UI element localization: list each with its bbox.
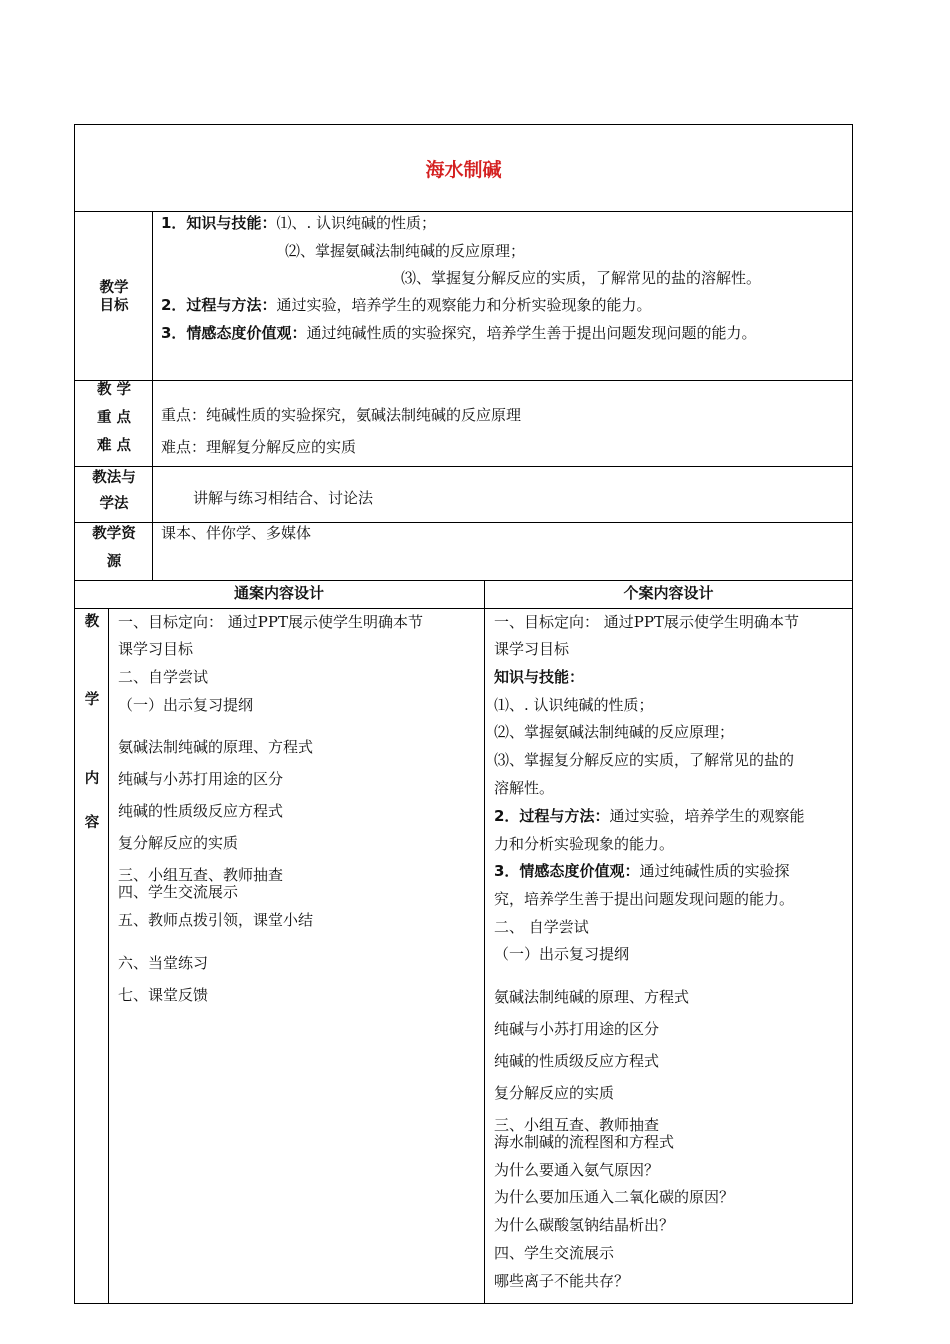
common-line-1: 一、目标定向： 通过PPT展示使学生明确本节 [118, 613, 423, 631]
keypoints-label-1: 教 学 [96, 382, 132, 398]
rule-label-column [152, 211, 153, 580]
common-design-header: 通案内容设计 [233, 584, 324, 602]
side-label-char-2: 学 [84, 692, 100, 708]
individual-line-16: 纯碱的性质级反应方程式 [494, 1052, 660, 1070]
common-line-10: 四、学生交流展示 [118, 883, 239, 901]
common-line-4: （一）出示复习提纲 [118, 696, 254, 714]
individual-line-6: ⑶、掌握复分解反应的实质，了解常见的盐的 [494, 751, 795, 769]
goals-line-5 [161, 323, 756, 343]
individual-line-7: 溶解性。 [494, 779, 555, 797]
rule-headers [74, 608, 853, 609]
rule-resources [74, 580, 853, 581]
side-label-char-3: 内 [84, 771, 100, 787]
goals-line-3: ⑶、掌握复分解反应的实质，了解常见的盐的溶解性。 [401, 269, 762, 287]
goals-line-4 [161, 295, 651, 315]
common-line-9: 三、小组互查、教师抽查 [118, 866, 284, 884]
goals-label-2: 目标 [99, 298, 129, 314]
rule-goals [74, 380, 853, 381]
individual-line-23: 四、学生交流展示 [494, 1244, 615, 1262]
common-line-8: 复分解反应的实质 [118, 834, 239, 852]
common-line-3: 二、自学尝试 [118, 668, 209, 686]
goals-label-1: 教学 [99, 280, 129, 296]
goals-line-1-text: ⑴、. 认识纯碱的性质； [276, 214, 436, 232]
individual-line-13: （一）出示复习提纲 [494, 945, 630, 963]
common-line-6: 纯碱与小苏打用途的区分 [118, 770, 284, 788]
side-label-char-4: 容 [84, 815, 100, 831]
individual-line-12: 二、 自学尝试 [494, 918, 589, 936]
keypoints-label-2: 重 点 [96, 410, 132, 426]
goals-line-4-text: 通过实验，培养学生的观察能力和分析实验现象的能力。 [276, 296, 652, 314]
rule-title [74, 211, 853, 212]
common-line-12: 六、当堂练习 [118, 954, 209, 972]
individual-line-14: 氨碱法制纯碱的原理、方程式 [494, 988, 690, 1006]
methods-text: 讲解与练习相结合、讨论法 [193, 489, 374, 507]
individual-design-header: 个案内容设计 [623, 584, 714, 602]
individual-line-19: 海水制碱的流程图和方程式 [494, 1133, 675, 1151]
goals-line-1-head: 1．知识与技能： [161, 214, 277, 232]
individual-line-8 [494, 806, 804, 826]
page-title: 海水制碱 [425, 159, 502, 181]
goals-line-2: ⑵、掌握氨碱法制纯碱的反应原理； [285, 242, 526, 260]
rule-keypoints [74, 466, 853, 467]
individual-line-17: 复分解反应的实质 [494, 1084, 615, 1102]
side-label-char-1: 教 [84, 614, 100, 630]
resources-label-2: 源 [106, 554, 122, 570]
common-line-13: 七、课堂反馈 [118, 986, 209, 1004]
individual-line-15: 纯碱与小苏打用途的区分 [494, 1020, 660, 1038]
individual-line-10-text: 通过纯碱性质的实验探 [639, 862, 790, 880]
individual-line-2: 课学习目标 [494, 640, 570, 658]
individual-line-4: ⑴、. 认识纯碱的性质； [494, 696, 654, 714]
individual-line-24: 哪些离子不能共存？ [494, 1272, 630, 1290]
individual-line-10-head: 3．情感态度价值观： [494, 862, 640, 880]
individual-line-22: 为什么碳酸氢钠结晶析出？ [494, 1216, 675, 1234]
individual-line-11: 究，培养学生善于提出问题发现问题的能力。 [494, 890, 795, 908]
rule-content-split [484, 580, 485, 1304]
individual-line-21: 为什么要加压通入二氧化碳的原因？ [494, 1188, 735, 1206]
individual-line-20: 为什么要通入氨气原因？ [494, 1161, 660, 1179]
keypoints-label-3: 难 点 [96, 438, 132, 454]
individual-line-3: 知识与技能： [494, 668, 585, 686]
common-line-2: 课学习目标 [118, 640, 194, 658]
methods-label-2: 学法 [99, 496, 129, 512]
individual-line-9: 力和分析实验现象的能力。 [494, 835, 675, 853]
resources-text: 课本、伴你学、多媒体 [161, 524, 312, 542]
methods-label-1: 教法与 [92, 470, 136, 486]
individual-line-18: 三、小组互查、教师抽查 [494, 1116, 660, 1134]
goals-line-1 [161, 213, 436, 233]
resources-label-1: 教学资 [92, 526, 136, 542]
individual-line-8-head: 2．过程与方法： [494, 807, 610, 825]
rule-side-column [108, 608, 109, 1304]
individual-line-8-text: 通过实验，培养学生的观察能 [609, 807, 805, 825]
individual-line-1: 一、目标定向： 通过PPT展示使学生明确本节 [494, 613, 799, 631]
individual-line-10 [494, 861, 789, 881]
keypoints-difficulty: 难点：理解复分解反应的实质 [161, 438, 357, 456]
common-line-5: 氨碱法制纯碱的原理、方程式 [118, 738, 314, 756]
keypoints-focus: 重点：纯碱性质的实验探究，氨碱法制纯碱的反应原理 [161, 406, 522, 424]
goals-line-5-head: 3．情感态度价值观： [161, 324, 307, 342]
goals-line-5-text: 通过纯碱性质的实验探究，培养学生善于提出问题发现问题的能力。 [306, 324, 757, 342]
individual-line-5: ⑵、掌握氨碱法制纯碱的反应原理； [494, 723, 735, 741]
common-line-7: 纯碱的性质级反应方程式 [118, 802, 284, 820]
goals-line-4-head: 2．过程与方法： [161, 296, 277, 314]
common-line-11: 五、教师点拨引领，课堂小结 [118, 911, 314, 929]
